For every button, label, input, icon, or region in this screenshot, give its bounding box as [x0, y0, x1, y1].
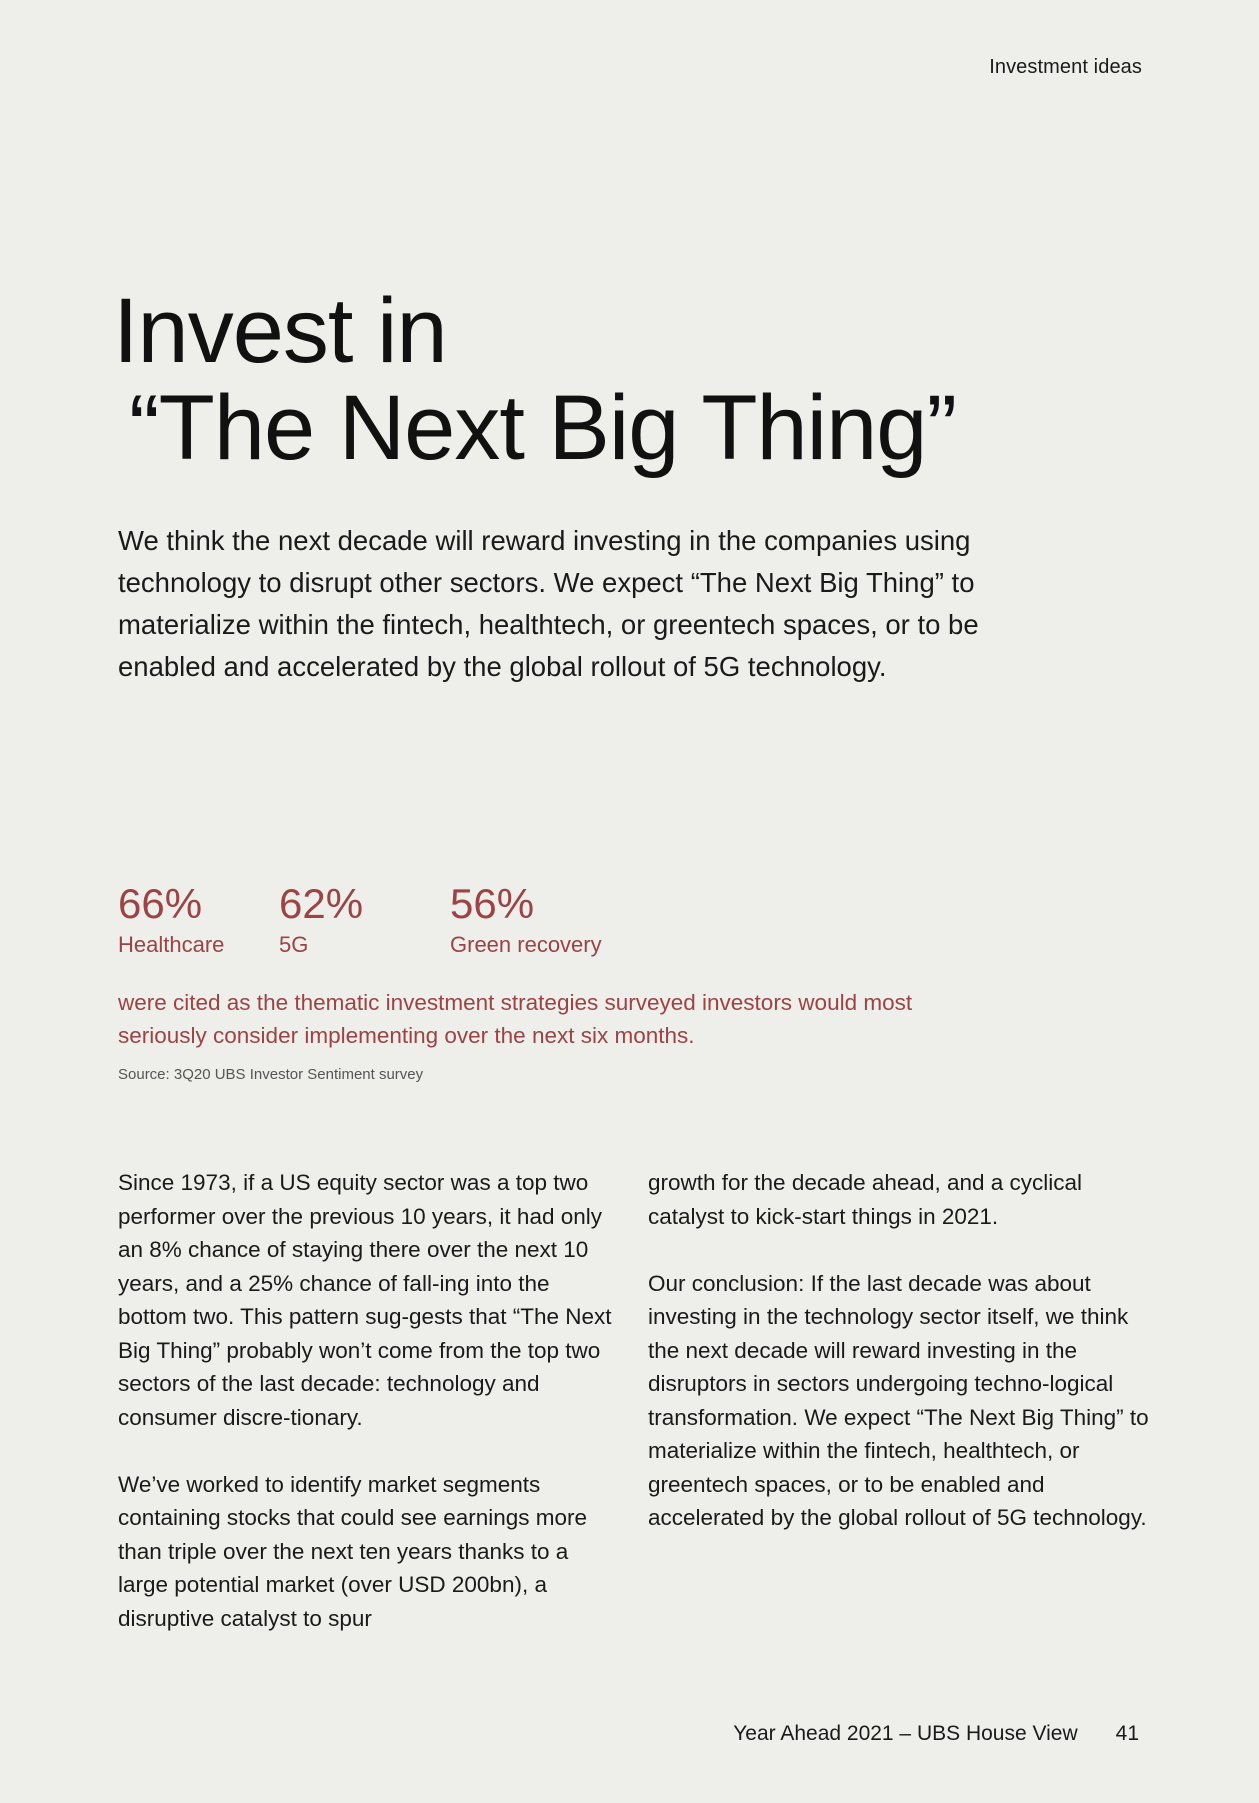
page-footer [733, 1722, 1139, 1746]
body-paragraph: We’ve worked to identify market segments containing stocks that could see earnings more than triple over the next ten years thanks to a large potential market (over USD 200bn), a disruptive catalyst to spur [118, 1471, 588, 1631]
stat-value: 62% [279, 880, 364, 927]
stat-value: 56% [450, 880, 535, 927]
stat-5g [279, 878, 363, 960]
stat-label: 5G [279, 932, 309, 957]
body-paragraph: Our conclusion: If the last decade was about investing in the technology sector itself, we think the next decade will reward investing in the disruptors in sectors undergoing techno-logical transformation. We expect “The Next Big Thing” to materialize within the fintech, healthtech, or greentech spaces, or to be enabled and accelerated by the global rollout of 5G technology. [648, 1270, 1149, 1530]
page-title-line-1: Invest in [113, 280, 447, 382]
page-title [113, 280, 957, 479]
publication-name: Year Ahead 2021 – UBS House View [733, 1722, 1078, 1745]
body-paragraph: growth for the decade ahead, and a cyclical catalyst to kick-start things in 2021. [648, 1170, 1083, 1229]
body-column-right [648, 1166, 1153, 1535]
body-column-left [118, 1166, 623, 1635]
page-title-line-2: “The Next Big Thing” [129, 377, 957, 479]
page-number: 41 [1115, 1722, 1139, 1745]
intro-paragraph: We think the next decade will reward investing in the companies using technology to disrupt other sectors. We expect “The Next Big Thing” to materialize within the fintech, healthtech, or greentech spaces, or to be enabled and accelerated by the global rollout of 5G technology. [118, 525, 979, 682]
source-note: Source: 3Q20 UBS Investor Sentiment survey [118, 1066, 424, 1083]
stat-healthcare [118, 878, 224, 960]
body-paragraph: Since 1973, if a US equity sector was a top two performer over the previous 10 years, it had only an 8% chance of staying there over the next 10 years, and a 25% chance of fall-ing into the bottom two. This pattern sug-gests that “The Next Big Thing” probably won’t come from the top two sectors of the last decade: technology and consumer discre-tionary. [118, 1170, 612, 1430]
stats-row [118, 878, 818, 968]
stats-caption: were cited as the thematic investment strategies surveyed investors would most seriously consider implementing over the next six months. [118, 990, 913, 1048]
stat-label: Healthcare [118, 932, 225, 957]
section-label: Investment ideas [989, 56, 1142, 78]
stat-value: 66% [118, 880, 203, 927]
stat-label: Green recovery [450, 932, 602, 957]
stat-green-recovery [450, 878, 602, 960]
